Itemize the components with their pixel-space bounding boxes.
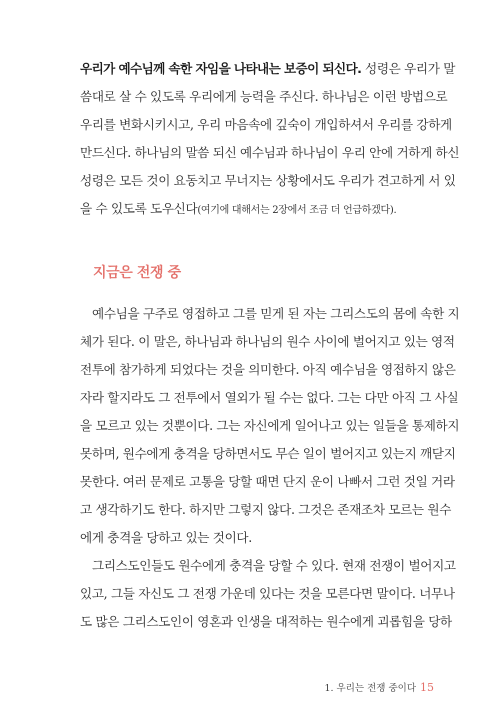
- paragraph-2-line-1: 예수님을 구주로 영접하고 그를 믿게 된 자는 그리스도의 몸에 속한 지: [92, 306, 460, 321]
- paragraph-2-line-5: 을 모르고 있는 것뿐이다. 그는 자신에게 일어나고 있는 일들을 통제하지: [80, 418, 460, 433]
- line-text: 성령은 우리가 말: [361, 61, 456, 76]
- paragraph-1-line-3: 우리를 변화시키시고, 우리 마음속에 깊숙이 개입하셔서 우리를 강하게: [80, 117, 452, 132]
- paragraph-2-line-4: 자라 할지라도 그 전투에서 열외가 될 수는 없다. 그는 다만 아직 그 사실: [80, 390, 459, 405]
- paragraph-3-line-3: 도 많은 그리스도인이 영혼과 인생을 대적하는 원수에게 괴롭힘을 당하: [80, 614, 452, 629]
- section-heading: 지금은 전쟁 중: [93, 265, 181, 281]
- page-number: 15: [420, 681, 434, 694]
- paragraph-3-line-1: 그리스도인들도 원수에게 충격을 당할 수 있다. 현재 전쟁이 벌어지고: [92, 558, 456, 573]
- page-footer: [324, 680, 434, 694]
- paragraph-3-line-2: 있고, 그들 자신도 그 전쟁 가운데 있다는 것을 모른다면 말이다. 너무나: [80, 586, 455, 601]
- paragraph-1-line-1: [80, 60, 456, 78]
- paragraph-1-line-2: 씀대로 살 수 있도록 우리에게 능력을 주신다. 하나님은 이런 방법으로: [80, 89, 448, 104]
- emphasized-sentence: 우리가 예수님께 속한 자임을 나타내는 보증이 되신다.: [80, 61, 362, 76]
- paragraph-1-line-5: 성령은 모든 것이 요동치고 무너지는 상황에서도 우리가 견고하게 서 있: [80, 173, 456, 188]
- paragraph-2-line-3: 전투에 참가하게 되었다는 것을 의미한다. 아직 예수님을 영접하지 않은: [80, 362, 456, 377]
- paragraph-2-line-6: 못하며, 원수에게 충격을 당하면서도 무슨 일이 벌어지고 있는지 깨닫지: [80, 446, 456, 461]
- line-text: 을 수 있도록 도우신다: [80, 201, 198, 216]
- paragraph-2-line-8: 고 생각하기도 한다. 하지만 그렇지 않다. 그것은 존재조차 모르는 원수: [80, 502, 452, 517]
- paragraph-1-line-6: [80, 200, 435, 220]
- paragraph-2-line-2: 체가 된다. 이 말은, 하나님과 하나님의 원수 사이에 벌어지고 있는 영적: [80, 334, 455, 349]
- parenthetical-note: (여기에 대해서는 2장에서 조금 더 언급하겠다).: [197, 205, 397, 216]
- paragraph-2-line-9: 에게 충격을 당하고 있는 것이다.: [80, 530, 252, 545]
- paragraph-1-line-4: 만드신다. 하나님의 말씀 되신 예수님과 하나님이 우리 안에 거하게 하신: [80, 145, 460, 160]
- paragraph-2-line-7: 못한다. 여러 문제로 고통을 당할 때면 단지 운이 나빠서 그런 것일 거라: [80, 474, 455, 489]
- running-chapter-title: 1. 우리는 전쟁 중이다: [324, 683, 416, 694]
